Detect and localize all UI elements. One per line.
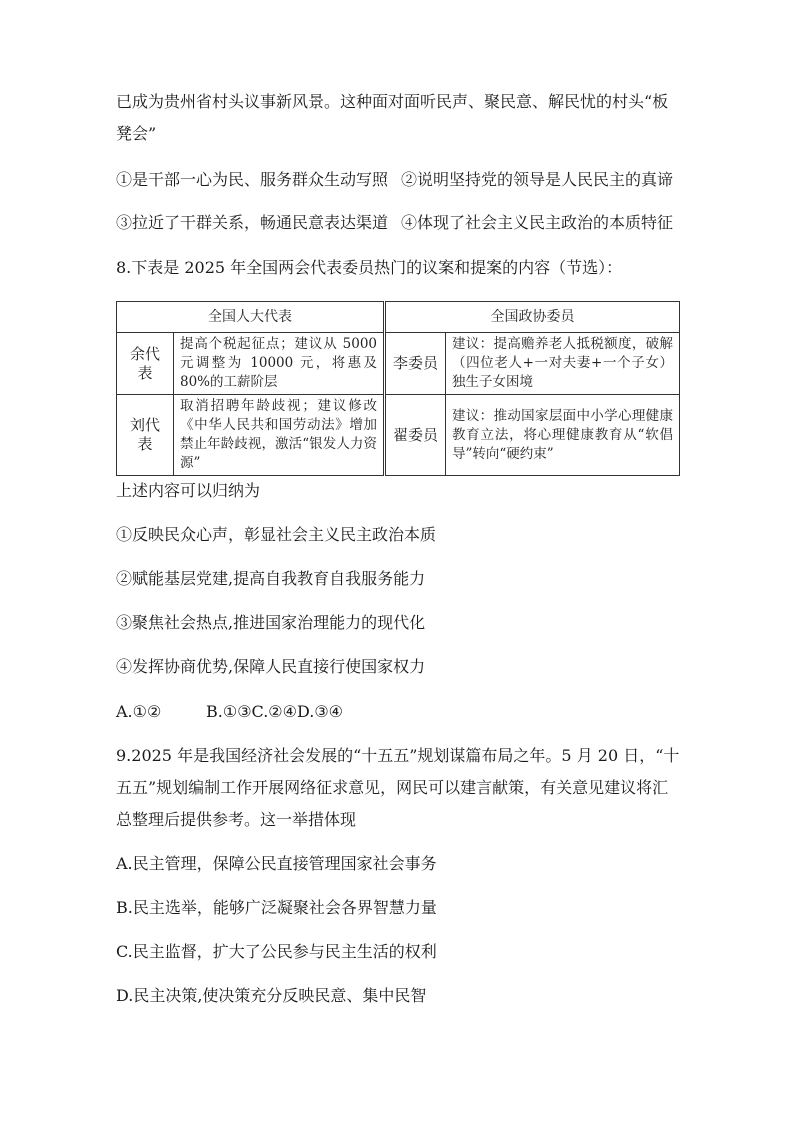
q8-choice-bcd: B.①③C.②④D.③④ <box>206 702 344 721</box>
member-proposal: 建议：提高赡养老人抵税额度，破解（四位老人+一对夫妻+一个子女）独生子女困境 <box>446 333 680 395</box>
q9-option-d: D.民主决策,使决策充分反映民意、集中民智 <box>116 986 427 1005</box>
q9-option-b: B.民主选举，能够广泛凝聚社会各界智慧力量 <box>116 898 437 917</box>
q9-stem-line-1: 9.2025 年是我国经济社会发展的“十五五”规划谋篇布局之年。5 月 20 日，“十 <box>116 746 680 765</box>
q7-option-4: ④体现了社会主义民主政治的本质特征 <box>401 213 674 232</box>
q9-stem-line-3: 总整理后提供参考。这一举措体现 <box>116 810 357 829</box>
q8-statement-2: ②赋能基层党建,提高自我教育自我服务能力 <box>116 569 426 588</box>
member-name: 李委员 <box>385 333 446 395</box>
member-name: 翟委员 <box>385 395 446 476</box>
q8-stem: 8.下表是 2025 年全国两会代表委员热门的议案和提案的内容（节选）： <box>116 258 623 277</box>
q8-choices <box>116 702 679 722</box>
q9-stem-line-2: 五五”规划编制工作开展网络征求意见，网民可以建言献策，有关意见建议将汇 <box>116 778 669 797</box>
q7-option-2: ②说明坚持党的领导是人民民主的真谛 <box>401 170 674 189</box>
deputy-name: 余代表 <box>117 333 174 395</box>
intro-line-1: 已成为贵州省村头议事新风景。这种面对面听民声、聚民意、解民忧的村头“板 <box>116 92 669 111</box>
q8-summary: 上述内容可以归纳为 <box>116 481 261 500</box>
intro-line-2: 凳会” <box>116 124 157 143</box>
q7-options-row-1 <box>116 170 679 190</box>
table-header-row <box>117 302 680 333</box>
q8-statement-3: ③聚焦社会热点,推进国家治理能力的现代化 <box>116 613 426 632</box>
proposals-table <box>116 301 680 476</box>
q8-choice-a: A.①② <box>116 702 162 721</box>
table-row <box>117 333 680 395</box>
deputy-proposal: 提高个税起征点；建议从 5000 元调整为 10000 元，将惠及 80%的工薪阶层 <box>174 333 385 395</box>
deputy-proposal: 取消招聘年龄歧视；建议修改《中华人民共和国劳动法》增加禁止年龄歧视，激活“银发人力资源” <box>174 395 385 476</box>
deputy-name: 刘代表 <box>117 395 174 476</box>
member-proposal: 建议：推动国家层面中小学心理健康教育立法，将心理健康教育从“软倡导”转向“硬约束” <box>446 395 680 476</box>
q7-option-3: ③拉近了干群关系，畅通民意表达渠道 <box>116 213 389 232</box>
header-npc-deputies: 全国人大代表 <box>117 302 385 333</box>
q8-statement-1: ①反映民众心声，彰显社会主义民主政治本质 <box>116 525 437 544</box>
q9-option-c: C.民主监督，扩大了公民参与民主生活的权利 <box>116 942 437 961</box>
q7-option-1: ①是干部一心为民、服务群众生动写照 <box>116 170 389 189</box>
q7-options-row-2 <box>116 213 679 233</box>
table-row <box>117 395 680 476</box>
q9-option-a: A.民主管理，保障公民直接管理国家社会事务 <box>116 854 437 873</box>
q8-statement-4: ④发挥协商优势,保障人民直接行使国家权力 <box>116 657 426 676</box>
header-cppcc-members: 全国政协委员 <box>385 302 680 333</box>
